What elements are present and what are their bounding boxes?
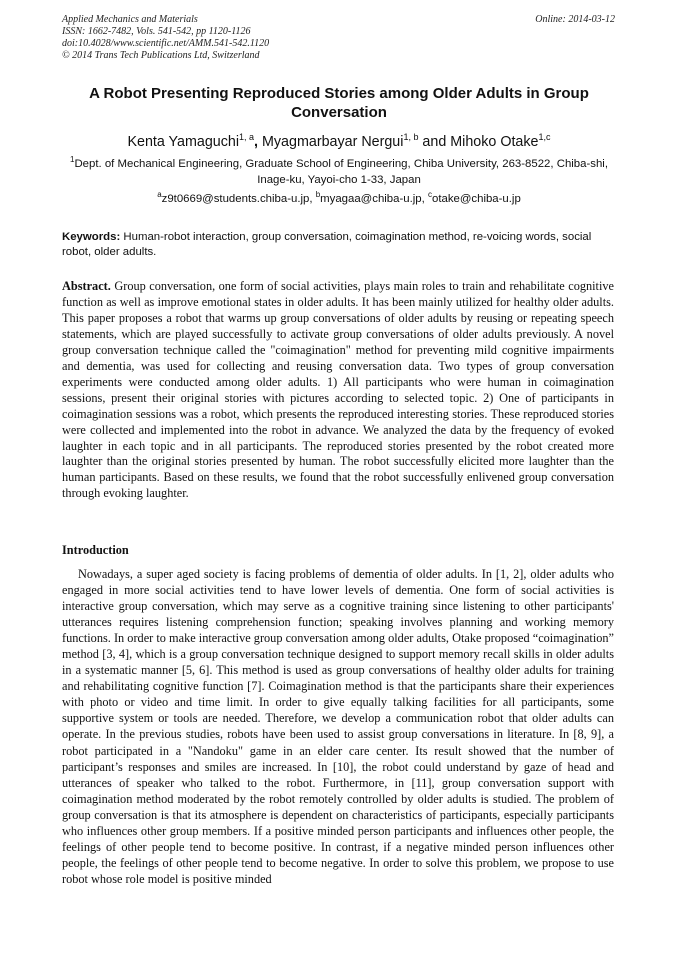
author-list xyxy=(62,133,616,151)
author-name: Kenta Yamaguchi xyxy=(127,134,240,150)
author-affiliation-mark: 1,c xyxy=(538,132,551,142)
author-name: Myagmarbayar Nergui xyxy=(262,134,404,150)
issn-line: ISSN: 1662-7482, Vols. 541-542, pp 1120-1126 xyxy=(62,26,251,37)
email-mark: b xyxy=(315,190,321,199)
abstract-label: Abstract. xyxy=(62,279,111,293)
affiliation-text: Dept. of Mechanical Engineering, Graduate School of Engineering, Chiba University, 263-8522, Chiba-shi, Inage-ku, Yayoi-cho 1-33, Japan xyxy=(74,158,608,186)
email-mark: a xyxy=(157,190,162,199)
email-address: myagaa@chiba-u.jp xyxy=(320,193,422,205)
introduction-paragraph: Nowadays, a super aged society is facing problems of dementia of older adults. In [1, 2], older adults who engaged in more social activities tend to have lower levels of dementia. One form of social activities is interactive group conversation, which may serve as a cognitive training since listening to other participants' utterances requires listening comprehension function; speaking involves planning and working memory functions. In order to make interactive group conversation among older adults, Otake proposed “coimagination” method [3, 4], which is a group conversation technique designed to support memory recall skills in older adults in a systematic manner [5, 6]. This method is used as group conversations of healthy older adults for training and rehabilitating cognitive function [7]. Coimagination method is that the participants share their experiences with photo or video and time limit. In order to give equally talking facilities for all participants, some supportive system or tools are needed. Therefore, we develop a communication robot that older adults can operate. In the previous studies, robots have been used to assist group conversations in literature. In [8, 9], a robot participated in a "Nandoku" game in an elder care center. Its result showed that the number of participant’s responses and smiles are increased. In [10], the robot could understand by gaze of head and utterances of speaker who talked to the robot. Furthermore, in [11], group conversation support with coimagination method moderated by the robot remotely controlled by older adults is studied. The problem of group conversation is that its atmosphere is dependent on characteristics of participants, especially participants who influences other group members. If a positive minded person participants and influences other people, the feelings of other people tend to become positive. In contrast, if a negative minded person influences other people, the feelings of other people tend to become negative. In order to solve this problem, we propose to use robot whose role model is positive minded xyxy=(62,567,614,886)
keywords-label: Keywords: xyxy=(62,231,121,243)
email-mark: c xyxy=(427,190,432,199)
introduction-heading: Introduction xyxy=(62,543,129,557)
email-separator: , xyxy=(309,193,316,205)
abstract-text: Group conversation, one form of social activities, plays main roles to train and rehabilitate cognitive function as well as improve emotional states in older adults. It has been mainly utilized for healthy older adults. This paper proposes a robot that warms up group conversations of older adults by reusing or repeating speech statements, which are played successfully to activate group conversations of older adults previously. A novel group conversation technique called the "coimagination" method for preventing mild cognitive impairments and dementia, was used for collecting and reusing conversation data. Two types of group conversation experiments were conducted among older adults. 1) All participants who were human in coimagination sessions, present their original stories with pictures according to selected topic. 2) One of participants in coimagination sessions was a robot, which presents the reproduced interesting stories. These reproduced stories were collected and implemented into the robot in advance. We analyzed the data by the frequency of evoked laughter in each topic and in all participants. The reproduced stories presented by the robot created more laughter than the original stories presented by human. The robot successfully elicited more laughter than the human participants. Based on these results, we found that the robot successfully enlivened group conversation through evoking laughter. xyxy=(62,279,614,501)
author-affiliation-mark: 1, a xyxy=(239,132,255,142)
author-separator: and xyxy=(418,134,451,150)
affiliation-mark: 1 xyxy=(69,155,75,164)
journal-header xyxy=(62,14,269,62)
online-date: Online: 2014-03-12 xyxy=(535,14,615,25)
doi-line: doi:10.4028/www.scientific.net/AMM.541-542.1120 xyxy=(62,38,270,49)
keywords xyxy=(62,230,614,259)
abstract xyxy=(62,279,614,502)
author-affiliation-mark: 1, b xyxy=(403,132,419,142)
copyright-line: © 2014 Trans Tech Publications Ltd, Switzerland xyxy=(62,50,260,61)
author-name: Mihoko Otake xyxy=(450,134,539,150)
journal-name: Applied Mechanics and Materials xyxy=(62,14,198,25)
affiliation xyxy=(62,157,616,188)
paper-title: A Robot Presenting Reproduced Stories among Older Adults in Group Conversation xyxy=(89,85,589,121)
email-separator: , xyxy=(421,193,428,205)
email-address: otake@chiba-u.jp xyxy=(431,193,521,205)
email-list xyxy=(62,192,616,207)
author-separator: , xyxy=(254,134,262,150)
email-address: z9t0669@students.chiba-u.jp xyxy=(161,193,310,205)
keywords-text: Human-robot interaction, group conversation, coimagination method, re-voicing words, social robot, older adults. xyxy=(62,231,592,258)
